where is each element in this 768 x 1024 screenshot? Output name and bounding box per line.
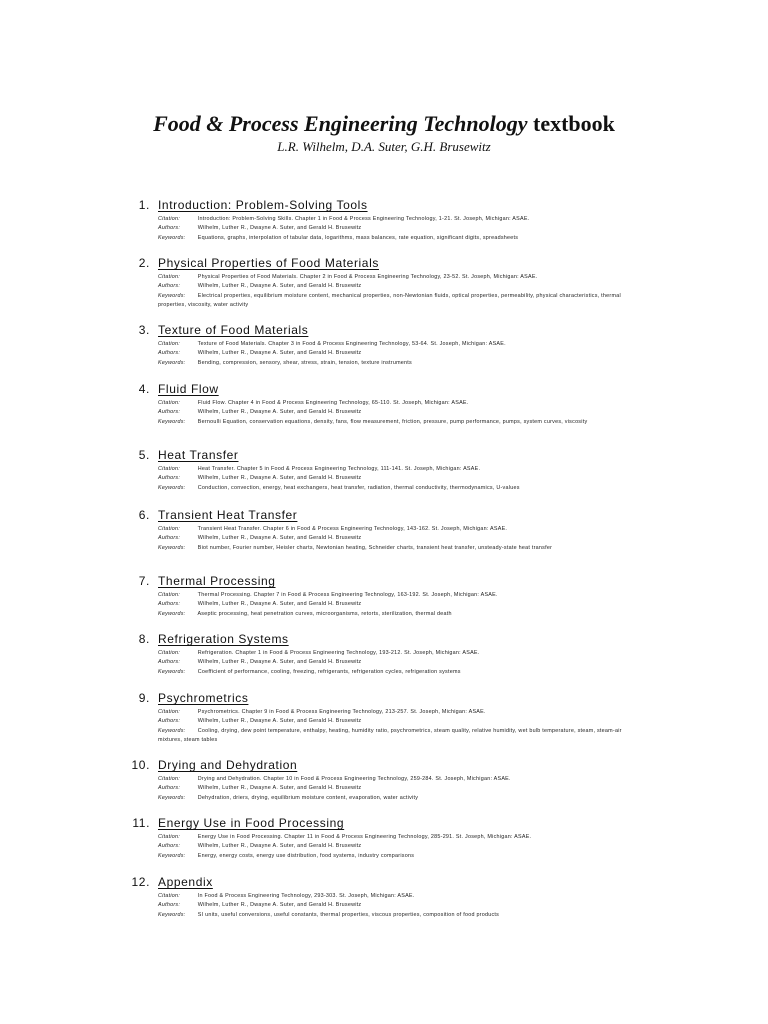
keywords-row [158,852,638,861]
authors-row [158,224,638,233]
chapter-number: 9. [138,691,150,705]
authors-label: Authors: [158,225,181,232]
keywords-row [158,668,638,677]
authors-row [158,784,638,793]
citation-label: Citation: [158,834,181,840]
keywords-label: Keywords: [158,727,186,734]
keywords-label: Keywords: [158,668,186,675]
citation-label: Citation: [158,216,181,222]
authors-label: Authors: [158,843,181,850]
citation-label: Citation: [158,776,181,782]
title-plain: textbook [533,111,615,136]
keywords-row [158,292,638,311]
chapter-number: 3. [138,323,150,337]
authors-row [158,534,638,543]
chapter-title-link[interactable]: Texture of Food Materials [158,323,309,337]
authors-row [158,717,638,726]
chapter-number: 1. [138,198,150,212]
authors-row [158,474,638,483]
citation-text: Psychrometrics. Chapter 9 in Food & Process Engineering Technology, 213-257. St. Joseph, Michigan: ASAE. [197,709,486,715]
authors-text: Wilhelm, Luther R., Dwayne A. Suter, and Gerald H. Brusewitz [197,350,362,357]
chapter-metadata [158,340,638,368]
citation-label: Citation: [158,709,181,715]
book-authors: L.R. Wilhelm, D.A. Suter, G.H. Brusewitz [277,139,491,154]
keywords-text: Energy, energy costs, energy use distribution, food systems, industry comparisons [197,852,415,859]
authors-label: Authors: [158,659,181,666]
chapter-number: 7. [138,574,150,588]
authors-text: Wilhelm, Luther R., Dwayne A. Suter, and Gerald H. Brusewitz [197,601,362,608]
authors-row [158,349,638,358]
chapter-number: 12. [131,875,150,889]
citation-label: Citation: [158,526,181,532]
chapter-title-link[interactable]: Thermal Processing [158,574,276,588]
keywords-row [158,359,638,368]
chapter-title-link[interactable]: Introduction: Problem-Solving Tools [158,198,368,212]
chapter-number: 2. [138,256,150,270]
authors-text: Wilhelm, Luther R., Dwayne A. Suter, and Gerald H. Brusewitz [197,843,362,850]
chapter-metadata [158,708,638,746]
citation-text: Heat Transfer. Chapter 5 in Food & Process Engineering Technology, 111-141. St. Joseph, Michigan: ASAE. [197,466,481,472]
chapter-title-link[interactable]: Energy Use in Food Processing [158,816,345,830]
title-italic: Food & Process Engineering Technology [153,111,528,136]
citation-label: Citation: [158,592,181,598]
chapter-title-link[interactable]: Drying and Dehydration [158,758,298,772]
authors-label: Authors: [158,535,181,542]
citation-text: In Food & Process Engineering Technology, 293-303. St. Joseph, Michigan: ASAE. [197,893,415,899]
page-title [0,110,768,138]
chapter-number: 4. [138,382,150,396]
keywords-row [158,484,638,493]
chapter-metadata [158,833,638,861]
keywords-row [158,544,638,553]
title-block [0,110,768,155]
authors-text: Wilhelm, Luther R., Dwayne A. Suter, and Gerald H. Brusewitz [197,225,362,232]
citation-row [158,649,638,658]
keywords-label: Keywords: [158,794,186,801]
citation-label: Citation: [158,400,181,406]
chapter-metadata [158,525,638,553]
chapter-title-link[interactable]: Fluid Flow [158,382,219,396]
keywords-text: SI units, useful conversions, useful constants, thermal properties, viscous properties, composition of food products [197,911,500,918]
citation-text: Fluid Flow. Chapter 4 in Food & Process Engineering Technology, 65-110. St. Joseph, Michigan: ASAE. [197,400,469,406]
authors-label: Authors: [158,902,181,909]
authors-row [158,658,638,667]
authors-text: Wilhelm, Luther R., Dwayne A. Suter, and Gerald H. Brusewitz [197,718,362,725]
keywords-row [158,911,638,920]
citation-label: Citation: [158,466,181,472]
citation-row [158,340,638,349]
citation-row [158,833,638,842]
citation-row [158,273,638,282]
chapter-metadata [158,892,638,920]
chapter-metadata [158,399,638,427]
chapter-title-link[interactable]: Heat Transfer [158,448,239,462]
citation-row [158,525,638,534]
citation-row [158,399,638,408]
keywords-label: Keywords: [158,544,186,551]
chapter-title-link[interactable]: Physical Properties of Food Materials [158,256,379,270]
citation-row [158,591,638,600]
keywords-text: Cooling, drying, dew point temperature, enthalpy, heating, humidity ratio, psychrometrics, steam quality, relative humidity, wet bulb temperature, steam, steam-air mixtures, steam tables [158,727,622,744]
keywords-label: Keywords: [158,911,186,918]
authors-text: Wilhelm, Luther R., Dwayne A. Suter, and Gerald H. Brusewitz [197,475,362,482]
keywords-row [158,418,638,427]
authors-text: Wilhelm, Luther R., Dwayne A. Suter, and Gerald H. Brusewitz [197,659,362,666]
chapter-metadata [158,215,638,243]
authors-text: Wilhelm, Luther R., Dwayne A. Suter, and Gerald H. Brusewitz [197,409,362,416]
keywords-row [158,794,638,803]
keywords-label: Keywords: [158,292,186,299]
citation-text: Thermal Processing. Chapter 7 in Food & Process Engineering Technology, 163-192. St. Joseph, Michigan: ASAE. [197,592,498,598]
keywords-label: Keywords: [158,234,186,241]
chapter-number: 11. [132,816,150,830]
authors-text: Wilhelm, Luther R., Dwayne A. Suter, and Gerald H. Brusewitz [197,902,362,909]
authors-text: Wilhelm, Luther R., Dwayne A. Suter, and Gerald H. Brusewitz [197,283,362,290]
citation-row [158,215,638,224]
authors-row [158,408,638,417]
keywords-label: Keywords: [158,610,186,617]
chapter-metadata [158,649,638,677]
authors-label: Authors: [158,475,181,482]
authors-label: Authors: [158,785,181,792]
chapter-metadata [158,775,638,803]
keywords-text: Coefficient of performance, cooling, freezing, refrigerants, refrigeration cycles, refrigeration systems [197,668,461,675]
keywords-label: Keywords: [158,418,186,425]
citation-text: Drying and Dehydration. Chapter 10 in Food & Process Engineering Technology, 259-284. St. Joseph, Michigan: ASAE. [197,776,511,782]
authors-label: Authors: [158,350,181,357]
authors-label: Authors: [158,601,181,608]
chapter-number: 5. [138,448,150,462]
keywords-text: Conduction, convection, energy, heat exchangers, heat transfer, radiation, thermal conductivity, thermodynamics, U-values [197,484,520,491]
authors-text: Wilhelm, Luther R., Dwayne A. Suter, and Gerald H. Brusewitz [197,535,362,542]
citation-row [158,775,638,784]
chapter-title-link[interactable]: Appendix [158,875,213,889]
authors-text: Wilhelm, Luther R., Dwayne A. Suter, and Gerald H. Brusewitz [197,785,362,792]
authors-row [158,282,638,291]
chapter-metadata [158,591,638,619]
authors-label: Authors: [158,409,181,416]
keywords-label: Keywords: [158,484,186,491]
chapter-number: 10. [131,758,150,772]
authors-label: Authors: [158,718,181,725]
chapter-metadata [158,465,638,493]
keywords-row [158,610,638,619]
citation-label: Citation: [158,341,181,347]
chapter-title-link[interactable]: Transient Heat Transfer [158,508,298,522]
keywords-text: Equations, graphs, interpolation of tabular data, logarithms, mass balances, rate equation, significant digits, spreadsheets [197,234,519,241]
chapter-number: 6. [138,508,150,522]
citation-label: Citation: [158,650,181,656]
authors-row [158,842,638,851]
citation-text: Physical Properties of Food Materials. Chapter 2 in Food & Process Engineering Technology, 23-52. St. Joseph, Michigan: ASAE. [197,274,538,280]
authors-row [158,600,638,609]
chapter-title-link[interactable]: Refrigeration Systems [158,632,289,646]
keywords-row [158,727,638,746]
keywords-text: Electrical properties, equilibrium moisture content, mechanical properties, non-Newtonian fluids, optical properties, permeability, physical characteristics, thermal properties, viscosity, water activity [158,292,621,309]
keywords-text: Biot number, Fourier number, Heisler charts, Newtonian heating, Schneider charts, transient heat transfer, unsteady-state heat transfer [197,544,553,551]
keywords-label: Keywords: [158,359,186,366]
keywords-text: Aseptic processing, heat penetration curves, microorganisms, retorts, sterilization, thermal death [197,610,452,617]
keywords-label: Keywords: [158,852,186,859]
citation-text: Transient Heat Transfer. Chapter 6 in Food & Process Engineering Technology, 143-162. St. Joseph, Michigan: ASAE. [197,526,508,532]
chapter-number: 8. [138,632,150,646]
keywords-row [158,234,638,243]
citation-row [158,892,638,901]
citation-text: Energy Use in Food Processing. Chapter 11 in Food & Process Engineering Technology, 285-291. St. Joseph, Michigan: ASAE. [197,834,532,840]
citation-text: Texture of Food Materials. Chapter 3 in Food & Process Engineering Technology, 53-64. St. Joseph, Michigan: ASAE. [197,341,506,347]
chapter-title-link[interactable]: Psychrometrics [158,691,249,705]
citation-row [158,465,638,474]
citation-text: Refrigeration. Chapter 1 in Food & Process Engineering Technology, 193-212. St. Joseph, Michigan: ASAE. [197,650,480,656]
citation-label: Citation: [158,893,181,899]
authors-label: Authors: [158,283,181,290]
keywords-text: Bending, compression, sensory, shear, stress, strain, tension, texture instruments [197,359,413,366]
authors-row [158,901,638,910]
citation-row [158,708,638,717]
citation-text: Introduction: Problem-Solving Skills. Chapter 1 in Food & Process Engineering Technology, 1-21. St. Joseph, Michigan: ASAE. [197,216,530,222]
keywords-text: Dehydration, driers, drying, equilibrium moisture content, evaporation, water activity [197,794,419,801]
citation-label: Citation: [158,274,181,280]
keywords-text: Bernoulli Equation, conservation equations, density, fans, flow measurement, friction, pressure, pump performance, pumps, system curves, viscosity [197,418,588,425]
chapter-metadata [158,273,638,311]
